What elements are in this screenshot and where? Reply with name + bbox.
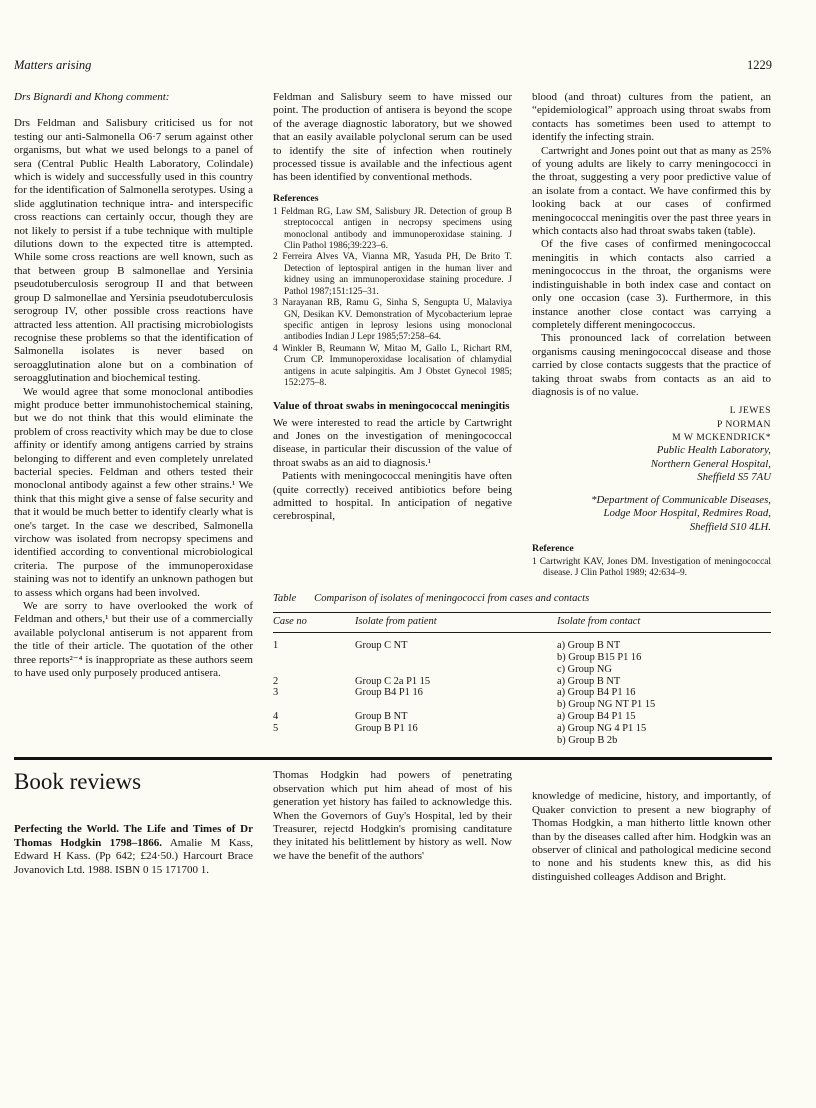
cell-isolate-contact (557, 687, 771, 711)
cell-isolate-patient: Group B4 P1 16 (355, 687, 423, 699)
table-caption (273, 593, 771, 604)
affiliation-line: Lodge Moor Hospital, Redmires Road, (603, 507, 771, 520)
affiliation-line: Public Health Laboratory, (656, 443, 771, 456)
table-row (273, 687, 771, 711)
matters-arising-section (14, 91, 772, 746)
reference-heading: Reference (532, 542, 574, 554)
affiliation-line: Sheffield S5 7AU (697, 471, 771, 484)
comparison-table (273, 612, 771, 746)
paragraph: We are sorry to have overlooked the work of Feldman and others,¹ but their use of a commercially available polyclonal antiserum is not apparent from the title of their article. The quotation of the other three reports²⁻⁴ is inappropriate as these authors seem to have used only purposely produced antisera. (14, 600, 253, 680)
book-reviews-section (14, 769, 772, 884)
signature: P NORMAN (716, 418, 771, 430)
reference-item: 1 Feldman RG, Law SM, Salisbury JR. Detection of group B streptococcal antigen in necropsy specimens using monoclonal antibody and immunoperoxidase staining. J Clin Pathol 1986;39:223–6. (273, 206, 512, 252)
column-header-isolate-patient: Isolate from patient (355, 613, 557, 633)
paragraph: blood (and throat) cultures from the patient, an “epidemiological” approach using throat swabs from contacts has sometimes been used to attempt to identify the infecting strain. (532, 91, 771, 144)
affiliation-line: Northern General Hospital, (650, 457, 771, 470)
contact-isolate-line: a) Group NG 4 P1 15 (557, 722, 647, 734)
book-reviews-heading: Book reviews (14, 769, 142, 795)
cell-case-no: 2 (273, 675, 279, 687)
column-1 (14, 91, 253, 680)
contact-isolate-line: b) Group B15 P1 16 (557, 651, 642, 663)
table-row (273, 633, 771, 676)
page-number: 1229 (747, 58, 772, 72)
affiliation-line: Sheffield S10 4LH. (689, 520, 771, 533)
cell-case-no: 5 (273, 722, 279, 734)
reference-item: 3 Narayanan RB, Ramu G, Sinha S, Sengupta U, Malaviya GN, Desikan KV. Demonstration of Mycobacterium leprae specific antigen in leprosy lesions using monoclonal antibodies Indian J Lepr 1985;57:258–64. (273, 298, 512, 343)
reference-item: 4 Winkler B, Reumann W, Mitao M, Gallo L, Richart RM, Crum CP. Immunoperoxidase localisation of chlamydial antigens in acute salpingitis. Am J Obstet Gynecol 1985; 152:275–8. (273, 343, 512, 388)
cell-isolate-contact (557, 633, 771, 676)
column-header-case-no: Case no (273, 613, 355, 633)
cell-isolate-contact (557, 711, 771, 723)
affiliation-block (532, 444, 771, 485)
book-citation (14, 823, 253, 877)
book-reviews-column-3 (532, 790, 771, 884)
book-publication-details: Amalie M Kass, Edward H Kass. (Pp 642; £24·50.) Harcourt Brace Jovanovich Ltd. 1988. ISBN 0 15 171700 1. (14, 836, 253, 877)
paragraph: Drs Feldman and Salisbury criticised us for not testing our anti-Salmonella O6·7 serum against other organisms, but what we used belongs to a panel of sera (Central Public Health Laboratory, Colindale) which is widely and successfully used in this country for the identification of Salmonella serotypes. Using a slide agglutination technique intra- and interspecific cross reactions can certainly occur, though they are not likely to persist if a tube technique with multiple dilutions down to the expected titre is attempted. While some cross reactions are well known, such as that between group B salmonellae and Yersinia pseudotuberculosis serogroup II and that between group D salmonellae and Yersinia pseudotuberculosis serogroup IV, other possible cross reactions have attracted less attention. All practising microbiologists recognise these problems so that the identification of Salmonella isolates is never based on seroagglutination alone but on a combination of seroagglutination and biochemical testing. (14, 117, 253, 385)
paragraph: knowledge of medicine, history, and importantly, of Quaker conviction to present a new biography of Thomas Hodgkin, a man hitherto little known other than by the diseases called after him. Hodgkin was an observer of clinical and pathological medicine second to none and his students knew this, as did his distinguished colleages Addison and Bright. (532, 790, 771, 883)
signature-block (532, 404, 771, 444)
book-reviews-column-1 (14, 769, 253, 877)
contact-isolate-line: a) Group B4 P1 15 (557, 710, 636, 722)
columns-2-3 (273, 91, 771, 579)
book-title: Perfecting the World. The Life and Times of Dr Thomas Hodgkin 1798–1866. (14, 823, 253, 849)
cell-isolate-patient: Group C 2a P1 15 (355, 675, 431, 687)
contact-isolate-line: a) Group B NT (557, 675, 621, 687)
table-row (273, 711, 771, 723)
paragraph: We were interested to read the article by Cartwright and Jones on the investigation of meningococcal disease, in particular their discussion of the value of throat swabs as an aid to diagnosis.¹ (273, 416, 512, 469)
paragraph: We would agree that some monoclonal antibodies might produce better immunohistochemical staining, but we do not think that this would eliminate the problem of cross reactivity which may be due to close affinity or identify among antigens carried by strains belonging to different and even completely unrelated bacterial species. Feldman and others tested their monoclonal antibody against a few other strains.¹ We think that this might give a sense of false security and that it would be much better to identify clearly what is one's target. In the case we described, Salmonella virchow was isolated from necropsy specimens and identified according to conventional microbiological criteria. The purpose of the immunoperoxidase staining was not to identify an unknown pathogen but to assess which organs had been involved. (14, 385, 253, 599)
columns-2-3-wrapper (273, 91, 771, 746)
affiliation-line: *Department of Communicable Diseases, (591, 493, 771, 506)
column-2 (273, 91, 512, 524)
book-reviews-column-2 (273, 769, 512, 863)
table-caption-label: Table (273, 593, 297, 605)
cell-case-no: 4 (273, 710, 279, 722)
column-3 (532, 91, 771, 579)
contact-isolate-line: c) Group NG (557, 663, 612, 675)
running-head (14, 58, 772, 73)
cell-isolate-patient: Group C NT (355, 640, 408, 652)
signature: M W MCKENDRICK* (672, 431, 771, 443)
contact-isolate-line: a) Group B4 P1 16 (557, 687, 636, 699)
cell-case-no: 1 (273, 640, 279, 652)
table-row (273, 676, 771, 688)
cell-isolate-patient: Group B P1 16 (355, 722, 418, 734)
comment-attribution: Drs Bignardi and Khong comment: (14, 91, 170, 103)
reference-item: 2 Ferreira Alves VA, Vianna MR, Yasuda PH, De Brito T. Detection of leptospiral antigen in the human liver and kidney using an immunoperoxidase staining procedure. J Pathol 1987;151:125–31. (273, 252, 512, 297)
signature: L JEWES (729, 405, 771, 417)
comparison-table-block (273, 593, 771, 746)
table-row (273, 723, 771, 747)
paragraph: Thomas Hodgkin had powers of penetrating observation which put him ahead of most of his generation yet history has failed to acknowledge this. When the Governors of Guy's Hospital, led by their Treasurer, rejectd Hodgkin's promising canditature they initated his belittlement by history as well. Now we have the benefit of the authors' (273, 769, 512, 862)
paragraph: This pronounced lack of correlation between organisms causing meningococcal disease and those carried by close contacts suggests that the practice of taking throat swabs from contacts as an aid to diagnosis is of no value. (532, 332, 771, 398)
cell-isolate-patient: Group B NT (355, 710, 408, 722)
paragraph: Cartwright and Jones point out that as many as 25% of young adults are likely to carry meningococci in the throat, suggesting a very poor predictive value of an isolate from a contact. We have confirmed this by looking back at our cases of confirmed meningococcal meningitis over the past three years in which contacts also had throat swabs taken (table). (532, 144, 771, 238)
paragraph: Of the five cases of confirmed meningococcal meningitis in which contacts also carried a meningococcus in the throat, the organisms were indistinguishable in both index case and contact on only one occasion (case 3). Furthermore, in this instance another close contact was carrying a completely different meningococcus. (532, 238, 771, 331)
cell-isolate-contact (557, 723, 771, 747)
contact-isolate-line: b) Group B 2b (557, 734, 618, 746)
section-divider-rule (14, 757, 772, 760)
table-header-row (273, 613, 771, 633)
contact-isolate-line: b) Group NG NT P1 15 (557, 699, 656, 711)
cell-isolate-contact (557, 676, 771, 688)
paragraph: Feldman and Salisbury seem to have missed our point. The production of antisera is beyond the scope of the average diagnostic laboratory, but we showed that an easily available polyclonal serum can be used to identify the site of infection when routinely processed tissue is available and the infectious agent has been identified by conventional methods. (273, 91, 512, 184)
affiliation-block-2 (532, 494, 771, 535)
table-caption-text: Comparison of isolates of meningococci from cases and contacts (314, 593, 590, 605)
paragraph: Patients with meningococcal meningitis have often (quite correctly) received antibiotics before being admitted to hospital. In anticipation of negative cerebrospinal, (273, 470, 512, 523)
cell-case-no: 3 (273, 687, 279, 699)
running-head-section-title: Matters arising (14, 58, 92, 72)
contact-isolate-line: a) Group B NT (557, 640, 621, 652)
letter-title: Value of throat swabs in meningococcal meningitis (273, 400, 510, 413)
reference-item: 1 Cartwright KAV, Jones DM. Investigation of meningococcal disease. J Clin Pathol 1989; 42:634–9. (532, 556, 771, 578)
references-heading: References (273, 192, 319, 204)
column-header-isolate-contact: Isolate from contact (557, 613, 771, 633)
